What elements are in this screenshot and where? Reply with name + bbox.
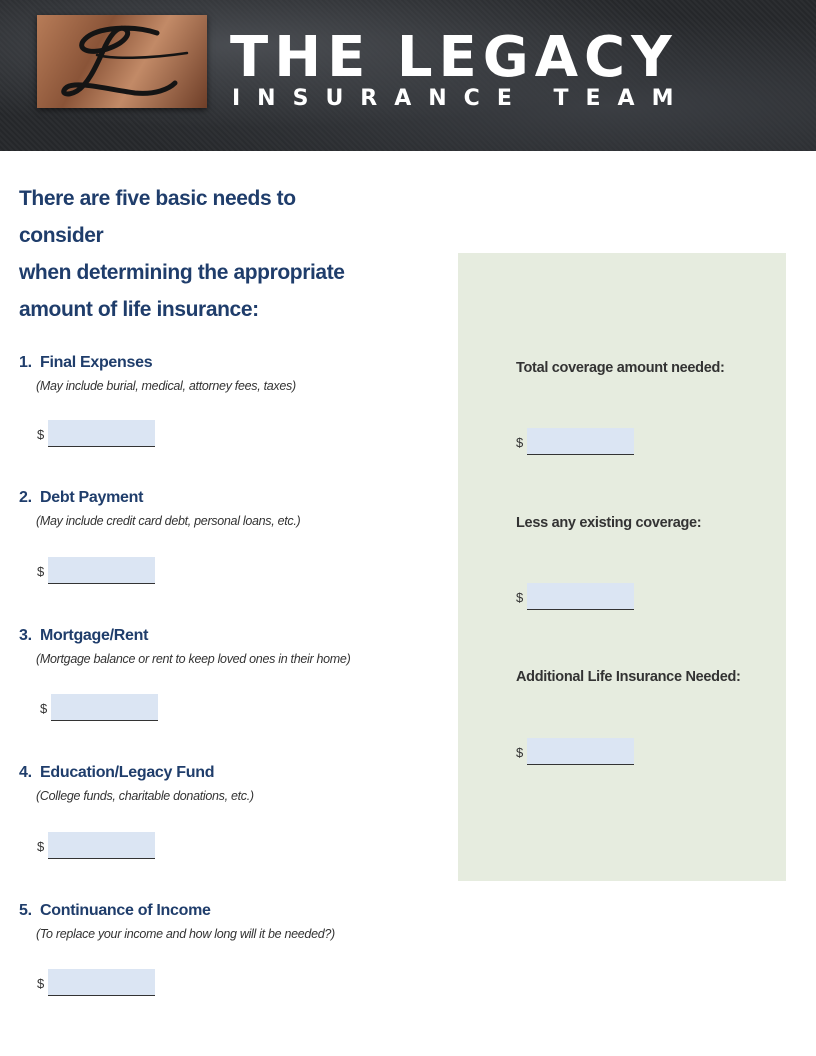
need-title: Final Expenses	[40, 354, 153, 371]
additional-insurance-label: Additional Life Insurance Needed:	[516, 669, 741, 685]
mortgage-rent-input[interactable]	[51, 694, 158, 721]
currency-symbol: $	[37, 976, 45, 991]
continuance-income-input[interactable]	[48, 969, 155, 996]
brand-logo	[37, 15, 207, 108]
currency-symbol: $	[37, 564, 45, 579]
currency-symbol: $	[37, 839, 45, 854]
final-expenses-amount-row	[37, 420, 157, 448]
education-legacy-amount-row	[37, 832, 157, 860]
need-final-expenses	[19, 353, 439, 394]
need-title: Continuance of Income	[40, 902, 211, 919]
brand-subtitle: INSURANCE TEAM	[232, 86, 691, 111]
education-legacy-input[interactable]	[48, 832, 155, 859]
need-mortgage-rent	[19, 626, 439, 667]
need-description: (May include burial, medical, attorney fees, taxes)	[36, 379, 296, 393]
debt-payment-amount-row	[37, 557, 157, 585]
additional-insurance-amount-row	[516, 738, 636, 766]
need-number: 2.	[19, 489, 32, 506]
need-number: 3.	[19, 627, 32, 644]
header-banner	[0, 0, 816, 151]
need-description: (To replace your income and how long will it be needed?)	[36, 927, 335, 941]
final-expenses-input[interactable]	[48, 420, 155, 447]
currency-symbol: $	[516, 590, 524, 605]
mortgage-rent-amount-row	[40, 694, 160, 722]
need-description: (Mortgage balance or rent to keep loved ones in their home)	[36, 652, 351, 666]
script-l-monogram-icon	[37, 15, 207, 108]
intro-line-2: when determining the appropriate	[19, 261, 345, 284]
need-number: 4.	[19, 764, 32, 781]
intro-line-1: There are five basic needs to consider	[19, 187, 296, 247]
currency-symbol: $	[516, 435, 524, 450]
need-title: Debt Payment	[40, 489, 144, 506]
need-continuance-of-income	[19, 901, 439, 942]
need-number: 5.	[19, 902, 32, 919]
need-debt-payment	[19, 488, 439, 529]
debt-payment-input[interactable]	[48, 557, 155, 584]
existing-coverage-amount-row	[516, 583, 636, 611]
continuance-income-amount-row	[37, 969, 157, 997]
total-coverage-amount-row	[516, 428, 636, 456]
need-title: Mortgage/Rent	[40, 627, 149, 644]
need-number: 1.	[19, 354, 32, 371]
currency-symbol: $	[37, 427, 45, 442]
intro-heading	[19, 180, 359, 328]
additional-insurance-input[interactable]	[527, 738, 634, 765]
brand-title: THE LEGACY	[230, 25, 678, 90]
total-coverage-input[interactable]	[527, 428, 634, 455]
existing-coverage-input[interactable]	[527, 583, 634, 610]
total-coverage-label: Total coverage amount needed:	[516, 360, 725, 376]
intro-line-3: amount of life insurance:	[19, 298, 259, 321]
need-description: (May include credit card debt, personal loans, etc.)	[36, 514, 301, 528]
need-description: (College funds, charitable donations, etc.)	[36, 789, 254, 803]
currency-symbol: $	[516, 745, 524, 760]
need-title: Education/Legacy Fund	[40, 764, 215, 781]
existing-coverage-label: Less any existing coverage:	[516, 515, 702, 531]
coverage-summary-panel	[458, 253, 786, 881]
need-education-legacy-fund	[19, 763, 439, 804]
currency-symbol: $	[40, 701, 48, 716]
